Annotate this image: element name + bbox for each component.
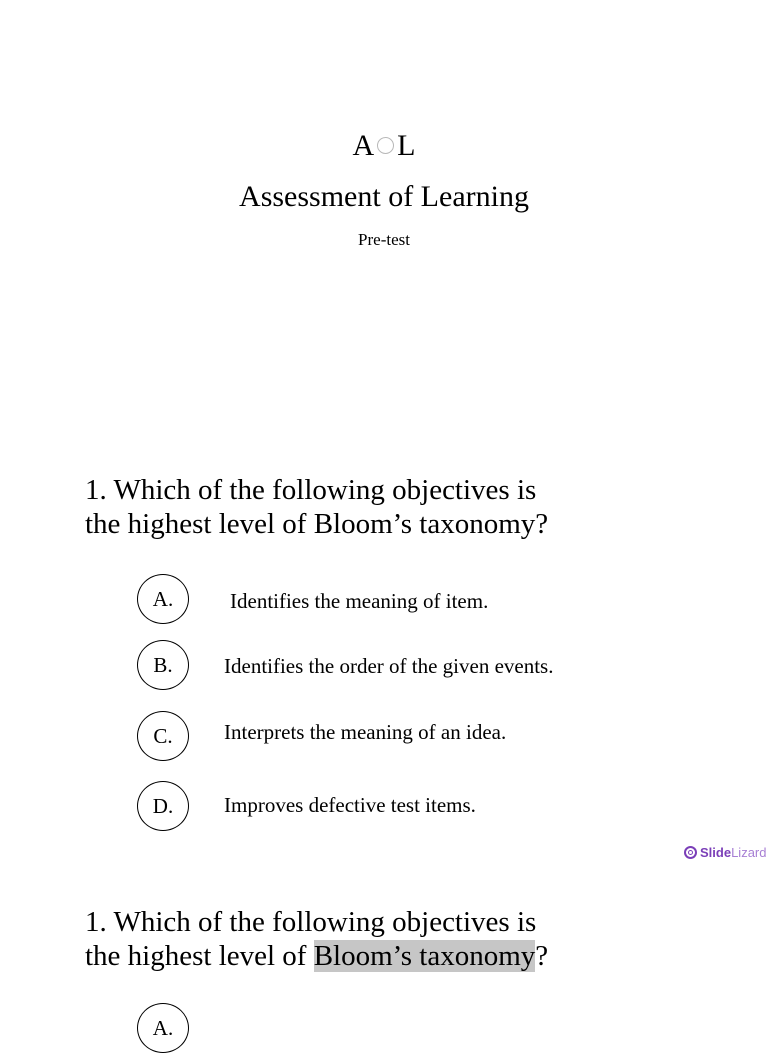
question-2-line-1: 1. Which of the following objectives is xyxy=(85,906,537,938)
question-2-line-2-suffix: ? xyxy=(535,940,549,972)
slidelizard-swirl-icon xyxy=(684,846,697,859)
page-subtitle: Assessment of Learning xyxy=(239,180,529,213)
option-d-circle[interactable]: D. xyxy=(137,781,189,831)
highlighted-term: Bloom’s taxonomy xyxy=(313,940,536,972)
question-2-line-2-prefix: the highest level of xyxy=(85,940,314,972)
circle-icon xyxy=(377,137,394,154)
question-1-line-2: the highest level of Bloom’s taxonomy? xyxy=(85,508,549,540)
option-c-circle[interactable]: C. xyxy=(137,711,189,761)
title-letter-a: A xyxy=(352,129,375,162)
option-c-text: Interprets the meaning of an idea. xyxy=(224,720,507,744)
pretest-label: Pre-test xyxy=(358,230,410,249)
question-2 xyxy=(85,905,725,973)
question-2-option-a-circle[interactable]: A. xyxy=(137,1003,189,1053)
brand-light-text: Lizard xyxy=(731,844,767,860)
question-1 xyxy=(85,473,725,541)
page-title xyxy=(0,126,768,166)
option-d-text: Improves defective test items. xyxy=(224,793,476,817)
option-b-circle[interactable]: B. xyxy=(137,640,189,690)
question-2-line-2 xyxy=(85,939,725,973)
option-a-text: Identifies the meaning of item. xyxy=(230,589,489,613)
brand-bold-text: Slide xyxy=(700,844,732,860)
question-1-line-1: 1. Which of the following objectives is xyxy=(85,474,537,506)
option-b-text: Identifies the order of the given events. xyxy=(224,654,554,678)
slidelizard-logo xyxy=(684,842,767,862)
option-a-circle[interactable]: A. xyxy=(137,574,189,624)
title-letter-l: L xyxy=(397,129,416,162)
